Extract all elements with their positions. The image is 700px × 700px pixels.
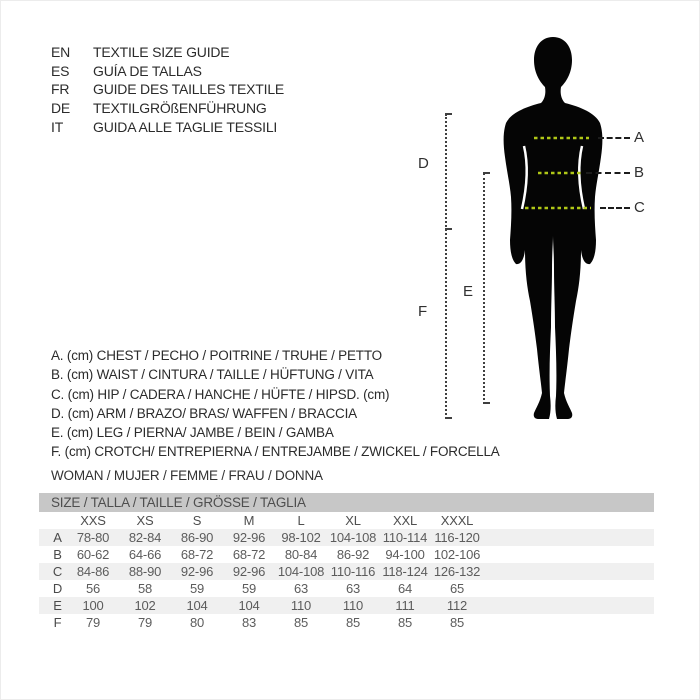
- size-value-cell: 92-96: [232, 530, 266, 545]
- size-value-cell: 104: [186, 598, 208, 613]
- legend-item: C. (cm) HIP / CADERA / HANCHE / HÜFTE / HIPSD. (cm): [51, 386, 390, 402]
- waist-leader-line: [586, 172, 630, 174]
- size-value-cell: 111: [395, 598, 415, 613]
- size-value-cell: 64-66: [128, 547, 162, 562]
- size-value-cell: 110-116: [330, 564, 376, 579]
- size-column-header: M: [243, 513, 255, 528]
- size-value-cell: 84-86: [76, 564, 110, 579]
- size-value-cell: 82-84: [128, 530, 162, 545]
- size-value-cell: 100: [82, 598, 104, 613]
- table-row: [39, 529, 654, 546]
- size-value-cell: 110: [290, 598, 312, 613]
- language-row-es: [51, 62, 284, 81]
- legend-item: E. (cm) LEG / PIERNA/ JAMBE / BEIN / GAMBA: [51, 425, 334, 441]
- tick-leg-top: [483, 172, 490, 174]
- size-value-cell: 86-90: [180, 530, 214, 545]
- table-row: [39, 614, 654, 631]
- size-value-cell: 98-102: [281, 530, 321, 545]
- language-code: EN: [51, 44, 71, 60]
- size-table: [39, 512, 654, 631]
- size-value-cell: 56: [85, 581, 101, 596]
- row-label: C: [52, 564, 63, 579]
- language-title: GUIDE DES TAILLES TEXTILE: [93, 81, 285, 98]
- size-column-header: XS: [136, 513, 154, 528]
- size-value-cell: 63: [293, 581, 309, 596]
- language-row-de: [51, 99, 284, 118]
- language-code: DE: [51, 100, 71, 117]
- table-row: [39, 597, 654, 614]
- figure-label-waist: B: [634, 164, 644, 181]
- size-table-title-bar: SIZE / TALLA / TAILLE / GRÖSSE / TAGLIA: [39, 493, 654, 512]
- size-value-cell: 78-80: [76, 530, 110, 545]
- size-value-cell: 79: [137, 615, 153, 630]
- figure-label-leg: E: [463, 283, 473, 300]
- size-column-header: XXS: [80, 513, 106, 528]
- measurement-legend: [51, 346, 500, 462]
- table-row: [39, 546, 654, 563]
- size-value-cell: 80: [189, 615, 205, 630]
- size-value-cell: 85: [397, 615, 413, 630]
- size-value-cell: 102: [134, 598, 156, 613]
- size-value-cell: 104: [238, 598, 260, 613]
- language-row-en: [51, 43, 284, 62]
- language-code: IT: [51, 118, 64, 135]
- size-value-cell: 58: [137, 581, 153, 596]
- size-value-cell: 83: [241, 615, 257, 630]
- header-corner-cell: [39, 512, 67, 529]
- legend-item: F. (cm) CROTCH/ ENTREPIERNA / ENTREJAMBE / ZWICKEL / FORCELLA: [51, 444, 500, 460]
- figure-label-arm: D: [418, 155, 429, 172]
- size-value-cell: 86-92: [336, 547, 370, 562]
- size-value-cell: 64: [397, 581, 413, 596]
- size-value-cell: 102-106: [433, 547, 481, 562]
- size-value-cell: 59: [241, 581, 257, 596]
- size-value-cell: 63: [345, 581, 361, 596]
- size-value-cell: 126-132: [433, 564, 481, 579]
- size-value-cell: 68-72: [180, 547, 214, 562]
- language-title: TEXTILGRÖßENFÜHRUNG: [93, 100, 267, 117]
- size-value-cell: 104-108: [277, 564, 325, 579]
- size-column-header: L: [297, 513, 305, 528]
- legend-item: D. (cm) ARM / BRAZO/ BRAS/ WAFFEN / BRACCIA: [51, 405, 357, 421]
- figure-label-hip: C: [634, 199, 645, 216]
- tick-arm-bottom: [445, 228, 452, 230]
- size-value-cell: 116-120: [434, 530, 480, 545]
- language-code: ES: [51, 62, 70, 79]
- gender-heading: WOMAN / MUJER / FEMME / FRAU / DONNA: [51, 468, 323, 483]
- language-title: TEXTILE SIZE GUIDE: [93, 44, 230, 60]
- language-code: FR: [51, 81, 70, 98]
- size-value-cell: 85: [293, 615, 309, 630]
- size-value-cell: 110: [342, 598, 364, 613]
- size-value-cell: 92-96: [180, 564, 214, 579]
- table-row: [39, 580, 654, 597]
- figure-label-crotch: F: [418, 303, 427, 320]
- legend-item: B. (cm) WAIST / CINTURA / TAILLE / HÜFTUNG / VITA: [51, 367, 374, 383]
- size-value-cell: 92-96: [232, 564, 266, 579]
- row-label: B: [53, 547, 62, 562]
- size-value-cell: 94-100: [385, 547, 425, 562]
- size-value-cell: 85: [345, 615, 361, 630]
- chest-leader-line: [598, 137, 630, 139]
- tick-arm-top: [445, 113, 452, 115]
- size-value-cell: 110-114: [382, 530, 428, 545]
- size-value-cell: 104-108: [329, 530, 377, 545]
- size-column-header: S: [192, 513, 202, 528]
- woman-silhouette-figure: [499, 31, 617, 426]
- size-table-header-row: [39, 512, 654, 529]
- row-label: E: [53, 598, 62, 613]
- size-value-cell: 85: [449, 615, 465, 630]
- size-value-cell: 60-62: [76, 547, 110, 562]
- language-title: GUÍA DE TALLAS: [93, 62, 202, 79]
- language-row-fr: [51, 80, 284, 99]
- size-value-cell: 65: [449, 581, 465, 596]
- size-value-cell: 118-124: [382, 564, 428, 579]
- size-column-header: XXXL: [440, 513, 474, 528]
- size-value-cell: 59: [189, 581, 205, 596]
- language-row-it: [51, 118, 284, 137]
- language-title-block: [51, 43, 284, 136]
- size-value-cell: 79: [85, 615, 101, 630]
- row-label: D: [52, 581, 63, 596]
- size-value-cell: 112: [446, 598, 468, 613]
- size-column-header: XL: [345, 513, 361, 528]
- language-title: GUIDA ALLE TAGLIE TESSILI: [93, 118, 278, 135]
- table-row: [39, 563, 654, 580]
- size-value-cell: 68-72: [232, 547, 266, 562]
- figure-label-chest: A: [634, 129, 644, 146]
- size-column-header: XXL: [393, 513, 417, 528]
- woman-silhouette-path: [504, 37, 603, 419]
- row-label: A: [53, 530, 62, 545]
- size-value-cell: 88-90: [128, 564, 162, 579]
- legend-item: A. (cm) CHEST / PECHO / POITRINE / TRUHE / PETTO: [51, 348, 382, 363]
- hip-leader-line: [600, 207, 630, 209]
- size-value-cell: 80-84: [284, 547, 318, 562]
- row-label: F: [53, 615, 62, 630]
